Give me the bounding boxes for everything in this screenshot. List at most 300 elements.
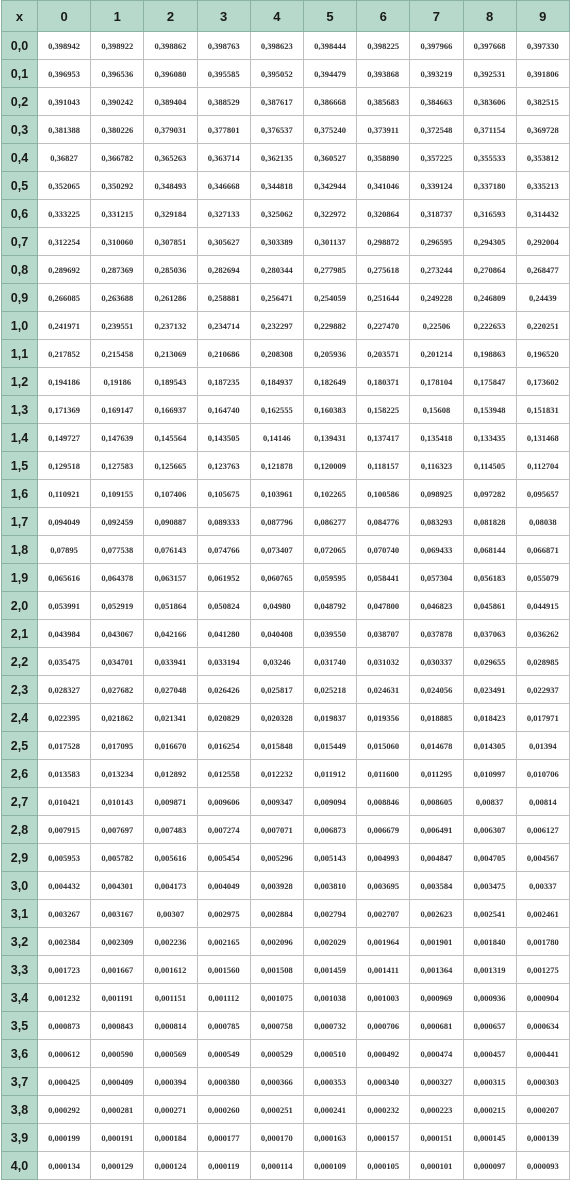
table-cell: 0,121878	[250, 452, 303, 480]
row-header: 0,4	[2, 144, 38, 172]
table-row	[2, 424, 570, 452]
row-header: 3,1	[2, 900, 38, 928]
table-cell: 0,395052	[250, 60, 303, 88]
table-cell: 0,254059	[303, 284, 356, 312]
table-cell: 0,327133	[197, 200, 250, 228]
table-cell: 0,041280	[197, 620, 250, 648]
table-cell: 0,063157	[144, 564, 197, 592]
table-cell: 0,005296	[250, 844, 303, 872]
table-cell: 0,000327	[410, 1068, 463, 1096]
table-cell: 0,377801	[197, 116, 250, 144]
table-cell: 0,210686	[197, 340, 250, 368]
table-cell: 0,058441	[357, 564, 410, 592]
table-row	[2, 508, 570, 536]
table-row	[2, 900, 570, 928]
table-cell: 0,000191	[91, 1124, 144, 1152]
table-cell: 0,160383	[303, 396, 356, 424]
table-cell: 0,389404	[144, 88, 197, 116]
table-cell: 0,048792	[303, 592, 356, 620]
table-cell: 0,018885	[410, 704, 463, 732]
table-cell: 0,171369	[38, 396, 91, 424]
table-cell: 0,002165	[197, 928, 250, 956]
table-cell: 0,020829	[197, 704, 250, 732]
table-cell: 0,003695	[357, 872, 410, 900]
table-cell: 0,069433	[410, 536, 463, 564]
table-row	[2, 704, 570, 732]
table-cell: 0,005143	[303, 844, 356, 872]
table-cell: 0,100586	[357, 480, 410, 508]
table-cell: 0,000232	[357, 1096, 410, 1124]
table-row	[2, 88, 570, 116]
table-cell: 0,339124	[410, 172, 463, 200]
table-cell: 0,307851	[144, 228, 197, 256]
table-cell: 0,15608	[410, 396, 463, 424]
table-cell: 0,030337	[410, 648, 463, 676]
table-cell: 0,014678	[410, 732, 463, 760]
table-cell: 0,118157	[357, 452, 410, 480]
table-cell: 0,001411	[357, 956, 410, 984]
table-cell: 0,006127	[516, 816, 569, 844]
table-cell: 0,009871	[144, 788, 197, 816]
row-header: 3,9	[2, 1124, 38, 1152]
row-header: 3,4	[2, 984, 38, 1012]
table-cell: 0,006679	[357, 816, 410, 844]
table-cell: 0,263688	[91, 284, 144, 312]
table-cell: 0,287369	[91, 256, 144, 284]
table-cell: 0,009347	[250, 788, 303, 816]
table-cell: 0,22506	[410, 312, 463, 340]
header-col-5: 5	[303, 1, 356, 32]
table-cell: 0,017971	[516, 704, 569, 732]
table-cell: 0,011912	[303, 760, 356, 788]
table-cell: 0,029655	[463, 648, 516, 676]
row-header: 0,7	[2, 228, 38, 256]
table-cell: 0,381388	[38, 116, 91, 144]
table-cell: 0,004993	[357, 844, 410, 872]
table-cell: 0,396953	[38, 60, 91, 88]
table-cell: 0,037878	[410, 620, 463, 648]
table-cell: 0,153948	[463, 396, 516, 424]
table-cell: 0,007483	[144, 816, 197, 844]
row-header: 1,7	[2, 508, 38, 536]
row-header: 3,2	[2, 928, 38, 956]
table-cell: 0,003475	[463, 872, 516, 900]
row-header: 0,6	[2, 200, 38, 228]
table-cell: 0,012892	[144, 760, 197, 788]
table-cell: 0,007697	[91, 816, 144, 844]
table-cell: 0,000315	[463, 1068, 516, 1096]
row-header: 0,0	[2, 32, 38, 60]
table-cell: 0,000380	[197, 1068, 250, 1096]
table-cell: 0,000873	[38, 1012, 91, 1040]
table-cell: 0,010143	[91, 788, 144, 816]
table-cell: 0,051864	[144, 592, 197, 620]
table-cell: 0,01394	[516, 732, 569, 760]
table-cell: 0,000590	[91, 1040, 144, 1068]
table-cell: 0,098925	[410, 480, 463, 508]
row-header: 2,0	[2, 592, 38, 620]
table-cell: 0,095657	[516, 480, 569, 508]
table-cell: 0,000353	[303, 1068, 356, 1096]
table-cell: 0,376537	[250, 116, 303, 144]
table-row	[2, 872, 570, 900]
row-header: 1,2	[2, 368, 38, 396]
table-row	[2, 256, 570, 284]
table-row	[2, 172, 570, 200]
table-cell: 0,352065	[38, 172, 91, 200]
table-cell: 0,220251	[516, 312, 569, 340]
table-cell: 0,232297	[250, 312, 303, 340]
table-cell: 0,068144	[463, 536, 516, 564]
table-cell: 0,301137	[303, 228, 356, 256]
table-cell: 0,353812	[516, 144, 569, 172]
table-cell: 0,010421	[38, 788, 91, 816]
table-row	[2, 620, 570, 648]
table-cell: 0,065616	[38, 564, 91, 592]
table-cell: 0,149727	[38, 424, 91, 452]
table-cell: 0,375240	[303, 116, 356, 144]
table-row	[2, 32, 570, 60]
table-cell: 0,112704	[516, 452, 569, 480]
table-cell: 0,135418	[410, 424, 463, 452]
table-cell: 0,000271	[144, 1096, 197, 1124]
table-cell: 0,000394	[144, 1068, 197, 1096]
row-header: 2,9	[2, 844, 38, 872]
table-cell: 0,316593	[463, 200, 516, 228]
table-row	[2, 676, 570, 704]
row-header: 2,3	[2, 676, 38, 704]
table-cell: 0,145564	[144, 424, 197, 452]
table-cell: 0,009094	[303, 788, 356, 816]
table-cell: 0,363714	[197, 144, 250, 172]
table-cell: 0,395585	[197, 60, 250, 88]
table-cell: 0,001319	[463, 956, 516, 984]
table-cell: 0,256471	[250, 284, 303, 312]
table-cell: 0,00837	[463, 788, 516, 816]
table-cell: 0,387617	[250, 88, 303, 116]
table-cell: 0,083293	[410, 508, 463, 536]
table-cell: 0,333225	[38, 200, 91, 228]
table-cell: 0,022395	[38, 704, 91, 732]
table-cell: 0,003584	[410, 872, 463, 900]
table-cell: 0,000732	[303, 1012, 356, 1040]
table-cell: 0,003167	[91, 900, 144, 928]
table-cell: 0,120009	[303, 452, 356, 480]
table-cell: 0,08038	[516, 508, 569, 536]
table-cell: 0,000097	[463, 1152, 516, 1180]
table-cell: 0,027048	[144, 676, 197, 704]
table-cell: 0,012558	[197, 760, 250, 788]
table-cell: 0,369728	[516, 116, 569, 144]
table-cell: 0,139431	[303, 424, 356, 452]
table-cell: 0,07895	[38, 536, 91, 564]
table-cell: 0,320864	[357, 200, 410, 228]
table-cell: 0,102265	[303, 480, 356, 508]
table-cell: 0,002029	[303, 928, 356, 956]
table-cell: 0,398623	[250, 32, 303, 60]
table-cell: 0,169147	[91, 396, 144, 424]
table-cell: 0,015449	[303, 732, 356, 760]
table-cell: 0,016254	[197, 732, 250, 760]
table-cell: 0,275618	[357, 256, 410, 284]
table-cell: 0,000124	[144, 1152, 197, 1180]
table-cell: 0,001508	[250, 956, 303, 984]
table-cell: 0,089333	[197, 508, 250, 536]
table-cell: 0,056183	[463, 564, 516, 592]
table-cell: 0,000969	[410, 984, 463, 1012]
table-row	[2, 536, 570, 564]
table-cell: 0,000569	[144, 1040, 197, 1068]
table-cell: 0,050824	[197, 592, 250, 620]
table-cell: 0,213069	[144, 340, 197, 368]
row-header: 0,9	[2, 284, 38, 312]
row-header: 0,8	[2, 256, 38, 284]
table-cell: 0,357225	[410, 144, 463, 172]
table-cell: 0,000281	[91, 1096, 144, 1124]
table-cell: 0,012232	[250, 760, 303, 788]
table-row	[2, 200, 570, 228]
table-cell: 0,033941	[144, 648, 197, 676]
table-cell: 0,380226	[91, 116, 144, 144]
table-cell: 0,246809	[463, 284, 516, 312]
table-cell: 0,131468	[516, 424, 569, 452]
table-row	[2, 760, 570, 788]
table-cell: 0,371154	[463, 116, 516, 144]
table-cell: 0,365263	[144, 144, 197, 172]
table-cell: 0,182649	[303, 368, 356, 396]
table-cell: 0,001275	[516, 956, 569, 984]
table-cell: 0,005953	[38, 844, 91, 872]
table-cell: 0,028985	[516, 648, 569, 676]
table-cell: 0,003928	[250, 872, 303, 900]
table-cell: 0,006491	[410, 816, 463, 844]
table-cell: 0,059595	[303, 564, 356, 592]
row-header: 2,6	[2, 760, 38, 788]
table-cell: 0,180371	[357, 368, 410, 396]
table-cell: 0,000492	[357, 1040, 410, 1068]
table-cell: 0,184937	[250, 368, 303, 396]
table-cell: 0,005454	[197, 844, 250, 872]
table-cell: 0,052919	[91, 592, 144, 620]
table-cell: 0,194186	[38, 368, 91, 396]
table-cell: 0,000260	[197, 1096, 250, 1124]
table-cell: 0,013583	[38, 760, 91, 788]
row-header: 3,0	[2, 872, 38, 900]
table-cell: 0,002623	[410, 900, 463, 928]
table-cell: 0,047800	[357, 592, 410, 620]
table-cell: 0,342944	[303, 172, 356, 200]
table-cell: 0,002461	[516, 900, 569, 928]
table-cell: 0,162555	[250, 396, 303, 424]
header-col-8: 8	[463, 1, 516, 32]
table-cell: 0,057304	[410, 564, 463, 592]
table-cell: 0,028327	[38, 676, 91, 704]
table-cell: 0,000510	[303, 1040, 356, 1068]
table-cell: 0,398922	[91, 32, 144, 60]
table-cell: 0,385683	[357, 88, 410, 116]
table-cell: 0,000251	[250, 1096, 303, 1124]
table-row	[2, 368, 570, 396]
row-header: 1,8	[2, 536, 38, 564]
density-table	[1, 0, 570, 1180]
table-cell: 0,237132	[144, 312, 197, 340]
table-cell: 0,310060	[91, 228, 144, 256]
table-cell: 0,222653	[463, 312, 516, 340]
table-cell: 0,397966	[410, 32, 463, 60]
table-row	[2, 788, 570, 816]
table-cell: 0,033194	[197, 648, 250, 676]
row-header: 0,5	[2, 172, 38, 200]
table-cell: 0,386668	[303, 88, 356, 116]
table-cell: 0,000114	[250, 1152, 303, 1180]
table-cell: 0,000184	[144, 1124, 197, 1152]
table-cell: 0,19186	[91, 368, 144, 396]
table-cell: 0,358890	[357, 144, 410, 172]
table-cell: 0,251644	[357, 284, 410, 312]
table-cell: 0,398862	[144, 32, 197, 60]
table-cell: 0,084776	[357, 508, 410, 536]
table-cell: 0,023491	[463, 676, 516, 704]
table-cell: 0,325062	[250, 200, 303, 228]
table-cell: 0,178104	[410, 368, 463, 396]
table-cell: 0,234714	[197, 312, 250, 340]
table-cell: 0,000134	[38, 1152, 91, 1180]
row-header: 2,4	[2, 704, 38, 732]
table-cell: 0,000101	[410, 1152, 463, 1180]
table-row	[2, 816, 570, 844]
table-cell: 0,006307	[463, 816, 516, 844]
table-cell: 0,066871	[516, 536, 569, 564]
table-row	[2, 928, 570, 956]
table-body	[2, 32, 570, 1180]
table-cell: 0,002884	[250, 900, 303, 928]
table-cell: 0,314432	[516, 200, 569, 228]
table-cell: 0,000904	[516, 984, 569, 1012]
table-cell: 0,00814	[516, 788, 569, 816]
header-col-4: 4	[250, 1, 303, 32]
table-cell: 0,000093	[516, 1152, 569, 1180]
table-cell: 0,044915	[516, 592, 569, 620]
table-cell: 0,189543	[144, 368, 197, 396]
table-row	[2, 340, 570, 368]
table-cell: 0,061952	[197, 564, 250, 592]
table-cell: 0,268477	[516, 256, 569, 284]
table-cell: 0,249228	[410, 284, 463, 312]
table-cell: 0,001151	[144, 984, 197, 1012]
table-cell: 0,000340	[357, 1068, 410, 1096]
table-cell: 0,391806	[516, 60, 569, 88]
table-cell: 0,384663	[410, 88, 463, 116]
row-header: 2,8	[2, 816, 38, 844]
table-cell: 0,164740	[197, 396, 250, 424]
table-cell: 0,024631	[357, 676, 410, 704]
table-cell: 0,001964	[357, 928, 410, 956]
table-cell: 0,000292	[38, 1096, 91, 1124]
table-cell: 0,388529	[197, 88, 250, 116]
table-cell: 0,394479	[303, 60, 356, 88]
table-row	[2, 648, 570, 676]
table-row	[2, 312, 570, 340]
table-cell: 0,037063	[463, 620, 516, 648]
table-cell: 0,000207	[516, 1096, 569, 1124]
table-row	[2, 228, 570, 256]
table-cell: 0,036262	[516, 620, 569, 648]
table-cell: 0,158225	[357, 396, 410, 424]
header-col-2: 2	[144, 1, 197, 32]
table-cell: 0,373911	[357, 116, 410, 144]
table-cell: 0,000814	[144, 1012, 197, 1040]
header-col-6: 6	[357, 1, 410, 32]
table-cell: 0,001667	[91, 956, 144, 984]
table-cell: 0,398763	[197, 32, 250, 60]
table-cell: 0,344818	[250, 172, 303, 200]
table-cell: 0,346668	[197, 172, 250, 200]
table-cell: 0,14146	[250, 424, 303, 452]
table-cell: 0,043984	[38, 620, 91, 648]
table-cell: 0,296595	[410, 228, 463, 256]
table-cell: 0,000425	[38, 1068, 91, 1096]
table-cell: 0,000843	[91, 1012, 144, 1040]
table-cell: 0,294305	[463, 228, 516, 256]
table-cell: 0,053991	[38, 592, 91, 620]
table-cell: 0,000177	[197, 1124, 250, 1152]
table-cell: 0,03246	[250, 648, 303, 676]
table-cell: 0,382515	[516, 88, 569, 116]
table-cell: 0,003810	[303, 872, 356, 900]
table-cell: 0,360527	[303, 144, 356, 172]
table-row	[2, 844, 570, 872]
table-cell: 0,001038	[303, 984, 356, 1012]
table-cell: 0,010706	[516, 760, 569, 788]
table-cell: 0,004049	[197, 872, 250, 900]
table-cell: 0,337180	[463, 172, 516, 200]
table-cell: 0,009606	[197, 788, 250, 816]
table-cell: 0,060765	[250, 564, 303, 592]
table-cell: 0,001612	[144, 956, 197, 984]
table-cell: 0,000634	[516, 1012, 569, 1040]
row-header: 2,5	[2, 732, 38, 760]
table-cell: 0,175847	[463, 368, 516, 396]
table-cell: 0,002309	[91, 928, 144, 956]
table-cell: 0,086277	[303, 508, 356, 536]
header-col-1: 1	[91, 1, 144, 32]
table-cell: 0,391043	[38, 88, 91, 116]
table-cell: 0,004432	[38, 872, 91, 900]
table-cell: 0,00337	[516, 872, 569, 900]
table-row	[2, 564, 570, 592]
table-cell: 0,004567	[516, 844, 569, 872]
table-cell: 0,205936	[303, 340, 356, 368]
table-cell: 0,020328	[250, 704, 303, 732]
table-cell: 0,000549	[197, 1040, 250, 1068]
table-cell: 0,227470	[357, 312, 410, 340]
table-cell: 0,215458	[91, 340, 144, 368]
table-cell: 0,208308	[250, 340, 303, 368]
table-cell: 0,001191	[91, 984, 144, 1012]
table-cell: 0,125665	[144, 452, 197, 480]
table-cell: 0,090887	[144, 508, 197, 536]
table-cell: 0,229882	[303, 312, 356, 340]
table-cell: 0,133435	[463, 424, 516, 452]
table-cell: 0,001459	[303, 956, 356, 984]
table-cell: 0,000758	[250, 1012, 303, 1040]
table-cell: 0,000366	[250, 1068, 303, 1096]
table-cell: 0,001364	[410, 956, 463, 984]
row-header: 1,3	[2, 396, 38, 424]
table-cell: 0,379031	[144, 116, 197, 144]
table-cell: 0,064378	[91, 564, 144, 592]
table-cell: 0,000119	[197, 1152, 250, 1180]
